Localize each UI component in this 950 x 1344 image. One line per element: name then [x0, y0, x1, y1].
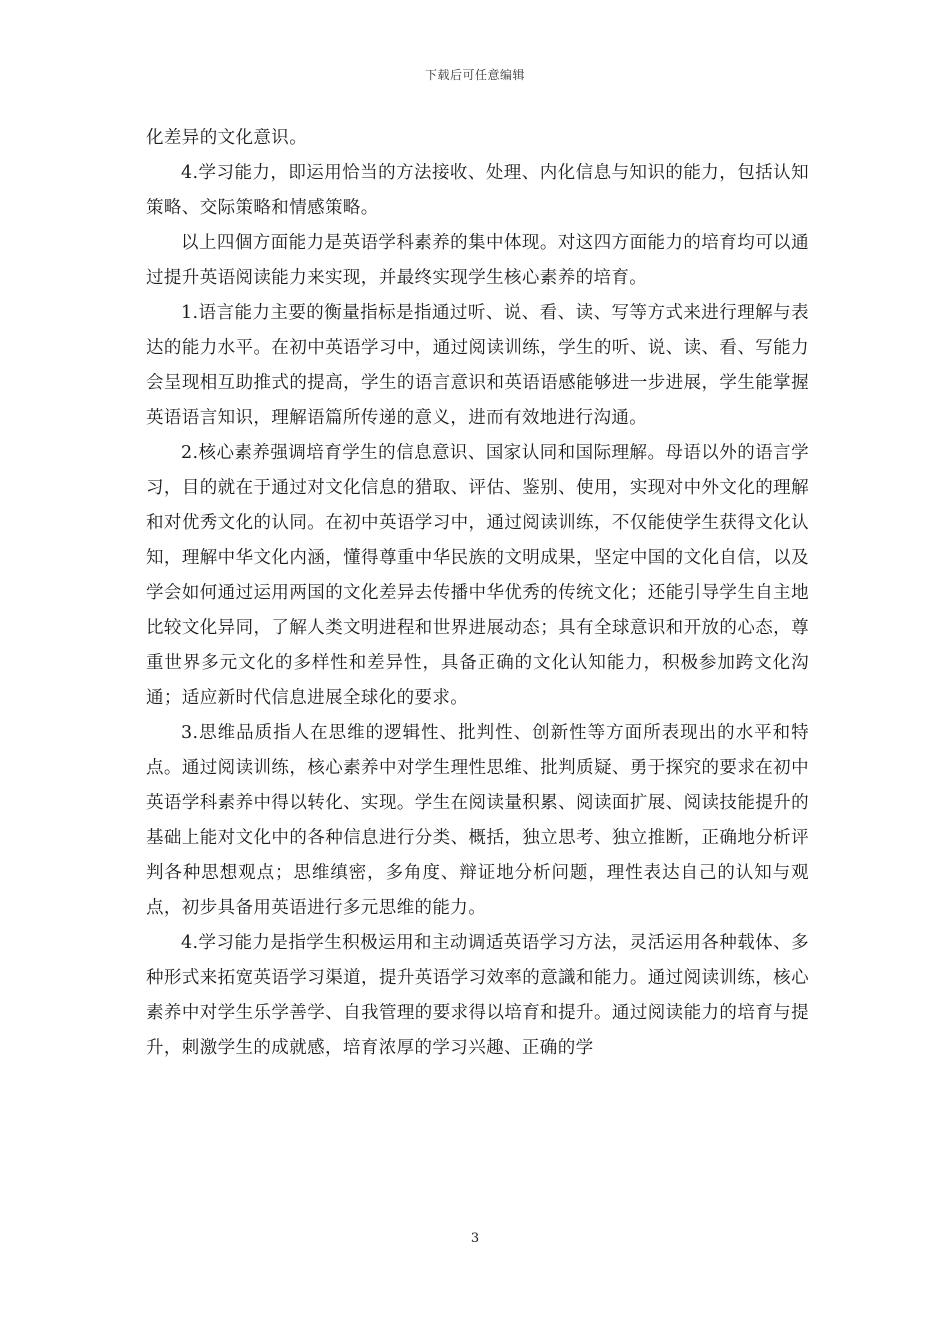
paragraph: 3.思维品质指人在思维的逻辑性、批判性、创新性等方面所表现出的水平和特点。通过阅读训练，核心素养中对学生理性思维、批判质疑、勇于探究的要求在初中英语学科素养中得以转化、实现。学生在阅读量积累、阅读面扩展、阅读技能提升的基础上能对文化中的各种信息进行分类、概括，独立思考、独立推断，正确地分析评判各种思想观点；思维缜密，多角度、辩证地分析问题，理性表达自己的认知与观点，初步具备用英语进行多元思维的能力。	[146, 723, 809, 918]
paragraph: 1.语言能力主要的衡量指标是指通过听、说、看、读、写等方式来进行理解与表达的能力水平。在初中英语学习中，通过阅读训练，学生的听、说、读、看、写能力会呈现相互助推式的提高，学生的语言意识和英语语感能够进一步进展，学生能掌握英语语言知识，理解语篇所传递的意义，进而有效地进行沟通。	[146, 303, 809, 428]
document-body	[146, 121, 809, 1066]
paragraph: 4.学习能力是指学生积极运用和主动调适英语学习方法，灵活运用各种载体、多种形式来拓宽英语学习渠道，提升英语学习效率的意識和能力。通过阅读训练，核心素养中对学生乐学善学、自我管理的要求得以培育和提升。通过阅读能力的培育与提升，刺激学生的成就感，培育浓厚的学习兴趣、正确的学	[146, 933, 809, 1058]
paragraph: 以上四個方面能力是英语学科素养的集中体现。对这四方面能力的培育均可以通过提升英语阅读能力来实现，并最终实现学生核心素养的培育。	[146, 233, 809, 288]
paragraph: 化差异的文化意识。	[146, 128, 308, 148]
paragraph: 4.学习能力，即运用恰当的方法接收、处理、内化信息与知识的能力，包括认知策略、交际策略和情感策略。	[146, 163, 809, 218]
page-number: 3	[470, 1231, 480, 1246]
paragraph: 2.核心素养强调培育学生的信息意识、国家认同和国际理解。母语以外的语言学习，目的就在于通过对文化信息的猎取、评估、鉴别、使用，实现对中外文化的理解和对优秀文化的认同。在初中英语学习中，通过阅读训练，不仅能使学生获得文化认知，理解中华文化内涵，懂得尊重中华民族的文明成果，坚定中国的文化自信，以及学会如何通过运用两国的文化差异去传播中华优秀的传统文化；还能引导学生自主地比较文化异同，了解人类文明进程和世界进展动态；具有全球意识和开放的心态，尊重世界多元文化的多样性和差异性，具备正确的文化认知能力，积极参加跨文化沟通；适应新时代信息进展全球化的要求。	[146, 443, 809, 708]
page-header: 下载后可任意编辑	[424, 68, 525, 82]
